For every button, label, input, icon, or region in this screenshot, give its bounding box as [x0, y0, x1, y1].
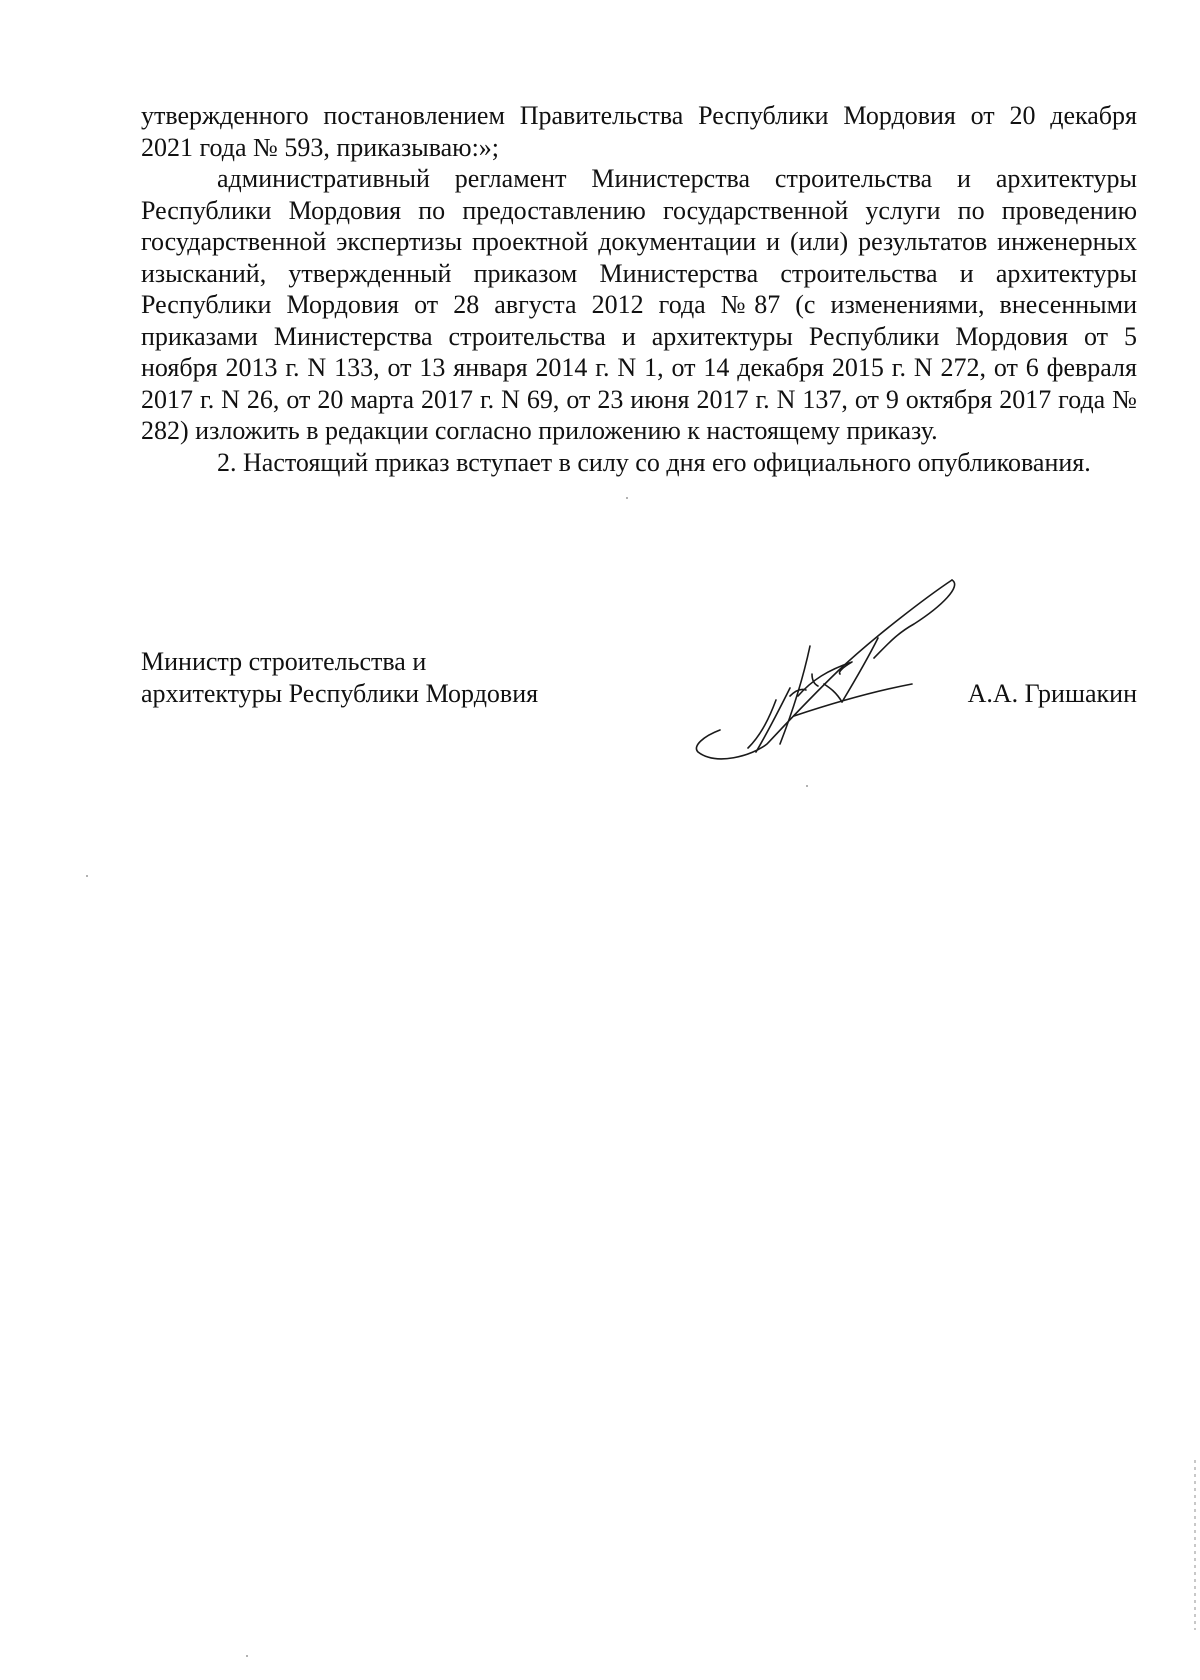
document-body — [141, 100, 1137, 478]
paragraph-item-2: 2. Настоящий приказ вступает в силу со дня его официального опубликования. — [217, 447, 1091, 477]
signer-name: А.А. Гришакин — [967, 679, 1137, 708]
signer-position-line-1: Министр строительства и — [141, 647, 427, 676]
signer-position-line-2: архитектуры Республики Мордовия — [141, 679, 539, 708]
signer-position — [141, 646, 661, 710]
scan-speck — [246, 1655, 248, 1657]
scan-speck — [86, 875, 88, 877]
paragraph-continuation: утвержденного постановлением Правительства Республики Мордовия от 20 декабря 2021 года № 593, приказываю:»; — [141, 101, 1137, 162]
scan-speck — [626, 497, 628, 499]
scan-speck — [806, 785, 808, 787]
handwritten-signature — [690, 576, 990, 766]
paragraph-regulation: административный регламент Министерства строительства и архитектуры Республики Мордовия по предоставлению государственной услуги по проведению государственной экспертизы проектной документации и (или) результатов инженерных изысканий, утвержденный приказом Министерства строительства и архитектуры Республики Мордовия от 28 августа 2012 года №87 (с изменениями, внесенными приказами Министерства строительства и архитектуры Республики Мордовия от 5 ноября 2013 г. N 133, от 13 января 2014 г. N 1, от 14 декабря 2015 г. N 272, от 6 февраля 2017 г. N 26, от 20 марта 2017 г. N 69, от 23 июня 2017 г. N 137, от 9 октября 2017 года № 282) изложить в редакции согласно приложению к настоящему приказу. — [141, 164, 1137, 445]
scan-edge-mark — [1194, 1460, 1196, 1630]
